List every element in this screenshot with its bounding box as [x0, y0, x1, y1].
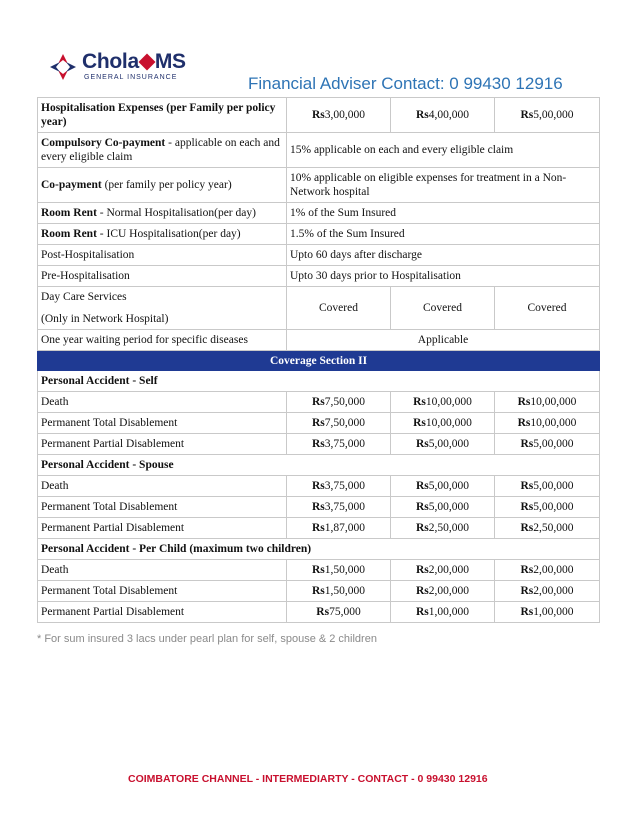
row-value-2: Rs5,00,000	[391, 434, 495, 455]
subsection-row	[38, 371, 600, 392]
subsection-row	[38, 539, 600, 560]
coverage-table	[37, 97, 600, 623]
row-value-1: Rs75,000	[287, 602, 391, 623]
table-row	[38, 287, 600, 330]
hosp-value-1: Rs3,00,000	[287, 98, 391, 133]
day-care-label: Day Care Services (Only in Network Hospital)	[38, 287, 287, 330]
day-care-value-2: Covered	[391, 287, 495, 330]
chola-ms-logo-icon	[48, 52, 78, 82]
logo-separator-icon	[138, 54, 155, 71]
row-value-2: Rs10,00,000	[391, 392, 495, 413]
row-value-1: Rs1,50,000	[287, 581, 391, 602]
hosp-label: Hospitalisation Expenses (per Family per policy year)	[38, 98, 287, 133]
row-value-1: Rs3,75,000	[287, 434, 391, 455]
row-value-2: Rs2,00,000	[391, 581, 495, 602]
row-value-1: Rs7,50,000	[287, 392, 391, 413]
waiting-period-value: Applicable	[287, 330, 600, 351]
row-label: Permanent Partial Disablement	[38, 518, 287, 539]
room-rent-normal-value: 1% of the Sum Insured	[287, 203, 600, 224]
table-row	[38, 518, 600, 539]
row-value-1: Rs7,50,000	[287, 413, 391, 434]
row-label: Permanent Total Disablement	[38, 581, 287, 602]
pre-hosp-label: Pre-Hospitalisation	[38, 266, 287, 287]
row-value-3: Rs5,00,000	[495, 434, 600, 455]
pa-child-title: Personal Accident - Per Child (maximum two children)	[38, 539, 600, 560]
table-row	[38, 133, 600, 168]
row-label: Permanent Total Disablement	[38, 497, 287, 518]
row-label: Death	[38, 392, 287, 413]
row-value-3: Rs1,00,000	[495, 602, 600, 623]
table-row	[38, 98, 600, 133]
row-value-3: Rs2,00,000	[495, 581, 600, 602]
adviser-contact: Financial Adviser Contact: 0 99430 12916	[248, 74, 563, 93]
subsection-row	[38, 455, 600, 476]
table-row	[38, 392, 600, 413]
row-value-3: Rs5,00,000	[495, 476, 600, 497]
table-row	[38, 168, 600, 203]
footnote: * For sum insured 3 lacs under pearl plan for self, spouse & 2 children	[37, 633, 377, 645]
day-care-value-1: Covered	[287, 287, 391, 330]
row-label: Permanent Partial Disablement	[38, 602, 287, 623]
copay-value: 10% applicable on eligible expenses for treatment in a Non-Network hospital	[287, 168, 600, 203]
row-value-1: Rs3,75,000	[287, 476, 391, 497]
row-value-2: Rs10,00,000	[391, 413, 495, 434]
table-row	[38, 245, 600, 266]
logo-wordmark: Chola MS	[82, 50, 186, 73]
pa-spouse-title: Personal Accident - Spouse	[38, 455, 600, 476]
table-row	[38, 476, 600, 497]
table-row	[38, 413, 600, 434]
table-row	[38, 581, 600, 602]
table-row	[38, 560, 600, 581]
row-value-2: Rs1,00,000	[391, 602, 495, 623]
row-value-3: Rs2,50,000	[495, 518, 600, 539]
day-care-value-3: Covered	[495, 287, 600, 330]
table-row	[38, 434, 600, 455]
row-value-2: Rs5,00,000	[391, 497, 495, 518]
footer-contact: COIMBATORE CHANNEL - INTERMEDIARTY - CONTACT - 0 99430 12916	[128, 773, 488, 785]
copay-compulsory-value: 15% applicable on each and every eligible claim	[287, 133, 600, 168]
table-row	[38, 266, 600, 287]
post-hosp-label: Post-Hospitalisation	[38, 245, 287, 266]
row-value-3: Rs10,00,000	[495, 392, 600, 413]
copay-compulsory-label: Compulsory Co-payment - applicable on each and every eligible claim	[38, 133, 287, 168]
row-label: Permanent Total Disablement	[38, 413, 287, 434]
hosp-value-3: Rs5,00,000	[495, 98, 600, 133]
table-row	[38, 602, 600, 623]
row-value-2: Rs5,00,000	[391, 476, 495, 497]
row-value-2: Rs2,50,000	[391, 518, 495, 539]
table-row	[38, 203, 600, 224]
row-value-1: Rs1,50,000	[287, 560, 391, 581]
row-value-3: Rs5,00,000	[495, 497, 600, 518]
room-rent-icu-value: 1.5% of the Sum Insured	[287, 224, 600, 245]
pre-hosp-value: Upto 30 days prior to Hospitalisation	[287, 266, 600, 287]
row-label: Permanent Partial Disablement	[38, 434, 287, 455]
row-label: Death	[38, 476, 287, 497]
copay-label: Co-payment (per family per policy year)	[38, 168, 287, 203]
table-row	[38, 224, 600, 245]
table-row	[38, 497, 600, 518]
row-value-1: Rs3,75,000	[287, 497, 391, 518]
room-rent-normal-label: Room Rent - Normal Hospitalisation(per day)	[38, 203, 287, 224]
row-value-2: Rs2,00,000	[391, 560, 495, 581]
table-row	[38, 330, 600, 351]
section-ii-title: Coverage Section II	[38, 351, 600, 371]
pa-self-title: Personal Accident - Self	[38, 371, 600, 392]
company-logo	[48, 50, 208, 86]
row-value-3: Rs10,00,000	[495, 413, 600, 434]
hosp-value-2: Rs4,00,000	[391, 98, 495, 133]
row-value-3: Rs2,00,000	[495, 560, 600, 581]
waiting-period-label: One year waiting period for specific diseases	[38, 330, 287, 351]
row-value-1: Rs1,87,000	[287, 518, 391, 539]
post-hosp-value: Upto 60 days after discharge	[287, 245, 600, 266]
row-label: Death	[38, 560, 287, 581]
room-rent-icu-label: Room Rent - ICU Hospitalisation(per day)	[38, 224, 287, 245]
logo-subtitle: GENERAL INSURANCE	[84, 74, 178, 81]
section-header-row	[38, 351, 600, 371]
